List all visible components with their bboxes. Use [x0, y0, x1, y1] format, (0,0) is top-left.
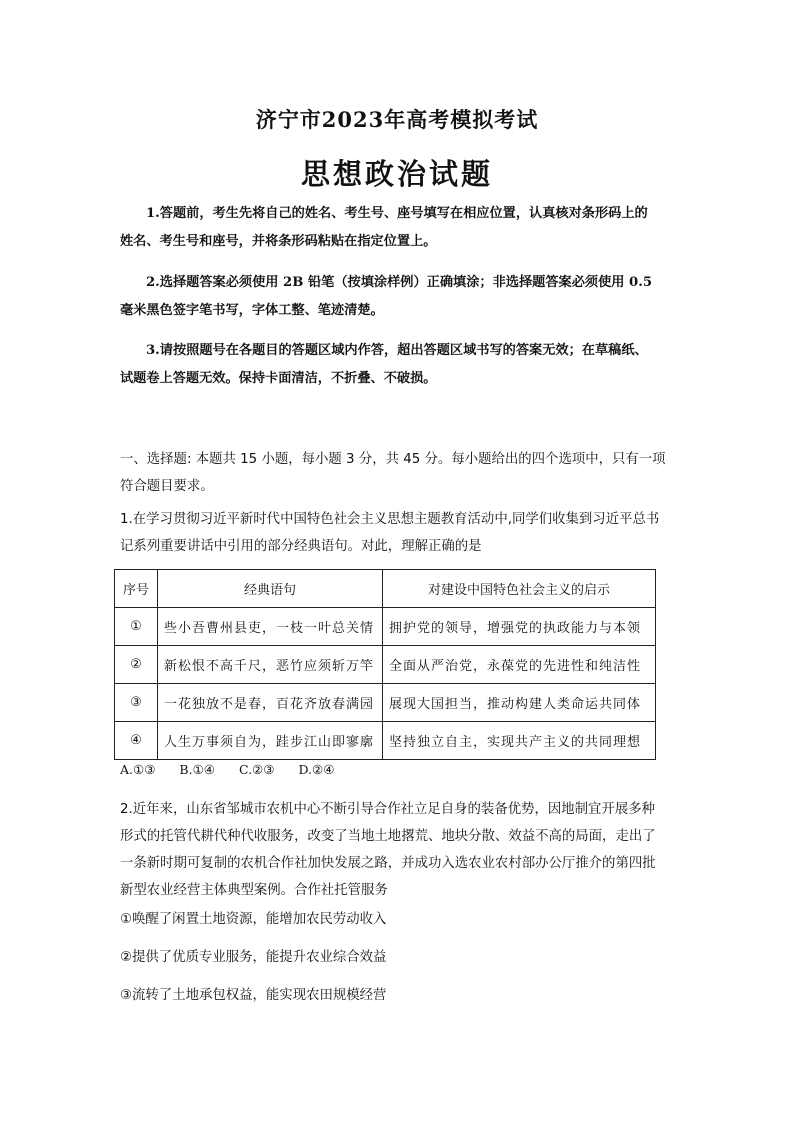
row-insight: 全面从严治党，永葆党的先进性和纯洁性: [383, 646, 656, 684]
section-one-line2: 符合题目要求。: [120, 479, 214, 494]
table-row: [115, 608, 656, 646]
quote-table-header: [115, 570, 656, 608]
question-2-line2: 形式的托管代耕代种代收服务，改变了当地土地撂荒、地块分散、效益不高的局面，走出了: [120, 829, 656, 844]
question-1-stem: [120, 506, 686, 560]
section-one-heading: [120, 446, 686, 500]
instruction-note-3-line2: 试题卷上答题无效。保持卡面清洁，不折叠、不破损。: [120, 371, 437, 386]
table-row: [115, 646, 656, 684]
question-2-choice-3: ③流转了土地承包权益，能实现农田规模经营: [120, 988, 387, 1003]
question-1-options: [120, 762, 354, 777]
question-2-line1: 2.近年来，山东省邹城市农机中心不断引导合作社立足自身的装备优势，因地制宜开展多种: [120, 802, 656, 817]
header-quote: 经典语句: [158, 570, 383, 608]
instruction-note-1-line1: [120, 200, 680, 228]
instruction-note-1-line2: 姓名、考生号和座号，并将条形码粘贴在指定位置上。: [120, 234, 437, 249]
row-insight: 坚持独立自主，实现共产主义的共同理想: [383, 722, 656, 760]
option-b: B.①④: [179, 762, 215, 777]
row-number: ①: [115, 608, 158, 646]
question-1-line1: 1.在学习贯彻习近平新时代中国特色社会主义思想主题教育活动中,同学们收集到习近平总书: [120, 512, 660, 527]
header-number: 序号: [115, 570, 158, 608]
instruction-note-2-line1: [120, 269, 680, 297]
question-2-choice-2: ②提供了优质专业服务，能提升农业综合效益: [120, 950, 387, 965]
question-2-stem: [120, 796, 686, 904]
question-1-line2: 记系列重要讲话中引用的部分经典语句。对此，理解正确的是: [120, 539, 482, 554]
instruction-note-1: [120, 200, 680, 256]
question-2-line4: 新型农业经营主体典型案例。合作社托管服务: [120, 883, 388, 898]
exam-title: 济宁市2023年高考模拟考试: [255, 107, 539, 132]
row-insight: 展现大国担当，推动构建人类命运共同体: [383, 684, 656, 722]
option-d: D.②④: [298, 762, 335, 777]
quote-table: [114, 569, 656, 760]
row-number: ③: [115, 684, 158, 722]
header-insight: 对建设中国特色社会主义的启示: [383, 570, 656, 608]
instruction-note-2: [120, 269, 680, 325]
option-a: A.①③: [120, 762, 156, 777]
row-number: ④: [115, 722, 158, 760]
instruction-note-1-text1: 1.答题前，考生先将自己的姓名、考生号、座号填写在相应位置，认真核对条形码上的: [146, 206, 648, 221]
row-quote: 新松恨不高千尺，恶竹应须斩万竿: [158, 646, 383, 684]
row-number: ②: [115, 646, 158, 684]
table-row: [115, 722, 656, 760]
row-insight: 拥护党的领导，增强党的执政能力与本领: [383, 608, 656, 646]
instruction-note-3: [120, 337, 680, 393]
row-quote: 一花独放不是春，百花齐放春满园: [158, 684, 383, 722]
option-c: C.②③: [238, 762, 275, 777]
instruction-note-2-line2: 毫米黑色签字笔书写，字体工整、笔迹清楚。: [120, 303, 384, 318]
row-quote: 些小吾曹州县吏，一枝一叶总关情: [158, 608, 383, 646]
question-2-line3: 一条新时期可复制的农机合作社加快发展之路，并成功入选农业农村部办公厅推介的第四批: [120, 856, 656, 871]
instruction-note-2-text1: 2.选择题答案必须使用 2B 铅笔（按填涂样例）正确填涂；非选择题答案必须使用 0.5: [146, 275, 652, 290]
subject-title: 思想政治试题: [300, 157, 493, 191]
table-row: [115, 684, 656, 722]
section-one-line1: 一、选择题: 本题共 15 小题，每小题 3 分，共 45 分。每小题给出的四个选项中，只有一项: [120, 452, 666, 467]
instruction-note-3-line1: [120, 337, 680, 365]
question-2-choice-1: ①唤醒了闲置土地资源，能增加农民劳动收入: [120, 912, 387, 927]
instruction-note-3-text1: 3.请按照题号在各题目的答题区域内作答，超出答题区域书写的答案无效；在草稿纸、: [146, 343, 648, 358]
row-quote: 人生万事须自为，跬步江山即寥廓: [158, 722, 383, 760]
